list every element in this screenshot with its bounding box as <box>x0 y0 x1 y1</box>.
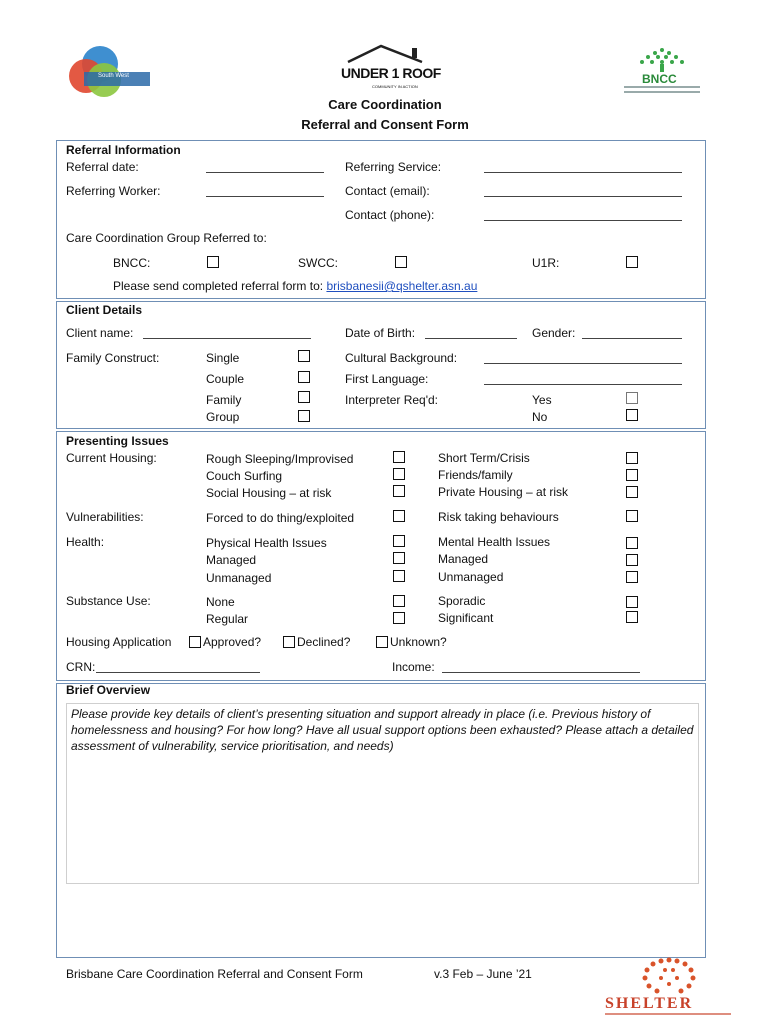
housing-friends-checkbox[interactable] <box>626 469 638 481</box>
group-bncc-label: BNCC: <box>113 256 151 270</box>
housing-rough-sleeping-checkbox[interactable] <box>393 451 405 463</box>
form-title-line2: Referral and Consent Form <box>301 117 469 132</box>
housing-app-approved-label: Approved? <box>203 635 262 649</box>
substance-sporadic-checkbox[interactable] <box>626 596 638 608</box>
family-couple-checkbox[interactable] <box>298 371 310 383</box>
substance-significant-label: Significant <box>438 611 494 625</box>
shelter-logo-text: SHELTER <box>605 995 694 1012</box>
housing-app-declined-label: Declined? <box>297 635 351 649</box>
referring-service-label: Referring Service: <box>345 160 442 174</box>
crn-label: CRN: <box>66 660 96 674</box>
vuln-forced-checkbox[interactable] <box>393 510 405 522</box>
mental-managed-label: Managed <box>438 552 489 566</box>
substance-use-label: Substance Use: <box>66 594 151 608</box>
family-group-label: Group <box>206 410 240 424</box>
client-details-section <box>56 301 706 429</box>
health-label: Health: <box>66 535 105 549</box>
client-details-heading: Client Details <box>66 303 143 317</box>
housing-rough-sleeping-label: Rough Sleeping/Improvised <box>206 452 354 466</box>
housing-app-declined-checkbox[interactable] <box>283 636 295 648</box>
cultural-background-field[interactable] <box>484 363 682 364</box>
under-1-roof-logo-subtext: COMMUNITY IN ACTION <box>372 84 418 89</box>
interpreter-no-label: No <box>532 410 548 424</box>
first-language-label: First Language: <box>345 372 429 386</box>
send-form-text: Please send completed referral form to: <box>113 279 327 293</box>
family-group-checkbox[interactable] <box>298 410 310 422</box>
contact-email-field[interactable] <box>484 196 682 197</box>
housing-social-checkbox[interactable] <box>393 485 405 497</box>
physical-health-checkbox[interactable] <box>393 535 405 547</box>
under-1-roof-logo <box>336 42 441 92</box>
overview-prompt: Please provide key details of client’s presenting situation and support already in place (i.e. Previous history of homelessness and housing? For how long? Have all usual support options been exhausted? Please attach a detailed assessment of vulnerability, service prioritisation, and needs) <box>71 707 694 753</box>
referring-worker-field[interactable] <box>206 196 324 197</box>
housing-social-label: Social Housing – at risk <box>206 486 332 500</box>
dob-field[interactable] <box>425 338 517 339</box>
substance-none-label: None <box>206 595 235 609</box>
income-label: Income: <box>392 660 435 674</box>
housing-app-unknown-label: Unknown? <box>390 635 447 649</box>
physical-health-label: Physical Health Issues <box>206 536 327 550</box>
mental-health-label: Mental Health Issues <box>438 535 551 549</box>
family-family-checkbox[interactable] <box>298 391 310 403</box>
presenting-issues-heading: Presenting Issues <box>66 434 169 448</box>
referring-service-field[interactable] <box>484 172 682 173</box>
mental-health-checkbox[interactable] <box>626 537 638 549</box>
bncc-logo-text: BNCC <box>642 72 677 86</box>
group-bncc-checkbox[interactable] <box>207 256 219 268</box>
housing-short-term-checkbox[interactable] <box>626 452 638 464</box>
physical-unmanaged-checkbox[interactable] <box>393 570 405 582</box>
housing-friends-label: Friends/family <box>438 468 513 482</box>
shelter-logo <box>605 956 731 1018</box>
first-language-field[interactable] <box>484 384 682 385</box>
substance-significant-checkbox[interactable] <box>626 611 638 623</box>
vuln-risk-taking-checkbox[interactable] <box>626 510 638 522</box>
mental-unmanaged-label: Unmanaged <box>438 570 504 584</box>
group-swcc-label: SWCC: <box>298 256 338 270</box>
gender-field[interactable] <box>582 338 682 339</box>
group-u1r-checkbox[interactable] <box>626 256 638 268</box>
housing-short-term-label: Short Term/Crisis <box>438 451 530 465</box>
referral-date-label: Referral date: <box>66 160 139 174</box>
family-single-label: Single <box>206 351 240 365</box>
footer-form-name: Brisbane Care Coordination Referral and Consent Form <box>66 967 363 981</box>
care-group-label: Care Coordination Group Referred to: <box>66 231 267 245</box>
family-single-checkbox[interactable] <box>298 350 310 362</box>
substance-regular-label: Regular <box>206 612 249 626</box>
family-family-label: Family <box>206 393 242 407</box>
interpreter-yes-checkbox[interactable] <box>626 392 638 404</box>
group-u1r-label: U1R: <box>532 256 560 270</box>
family-couple-label: Couple <box>206 372 245 386</box>
client-name-label: Client name: <box>66 326 134 340</box>
vulnerabilities-label: Vulnerabilities: <box>66 510 144 524</box>
interpreter-label: Interpreter Req'd: <box>345 393 439 407</box>
housing-application-label: Housing Application <box>66 635 172 649</box>
physical-managed-checkbox[interactable] <box>393 552 405 564</box>
family-construct-label: Family Construct: <box>66 351 160 365</box>
crn-field[interactable] <box>96 672 260 673</box>
vuln-forced-label: Forced to do thing/exploited <box>206 511 355 525</box>
substance-sporadic-label: Sporadic <box>438 594 486 608</box>
contact-email-label: Contact (email): <box>345 184 430 198</box>
dob-label: Date of Birth: <box>345 326 416 340</box>
under-1-roof-logo-text: UNDER 1 ROOF <box>341 65 441 81</box>
form-title-line1: Care Coordination <box>328 97 442 112</box>
referring-worker-label: Referring Worker: <box>66 184 161 198</box>
brief-overview-heading: Brief Overview <box>66 683 151 697</box>
south-west-logo-text: South West <box>98 73 129 79</box>
substance-regular-checkbox[interactable] <box>393 612 405 624</box>
cultural-background-label: Cultural Background: <box>345 351 458 365</box>
group-swcc-checkbox[interactable] <box>395 256 407 268</box>
housing-couch-surfing-label: Couch Surfing <box>206 469 283 483</box>
mental-managed-checkbox[interactable] <box>626 554 638 566</box>
housing-couch-surfing-checkbox[interactable] <box>393 468 405 480</box>
housing-app-approved-checkbox[interactable] <box>189 636 201 648</box>
gender-label: Gender: <box>532 326 576 340</box>
housing-app-unknown-checkbox[interactable] <box>376 636 388 648</box>
housing-private-checkbox[interactable] <box>626 486 638 498</box>
substance-none-checkbox[interactable] <box>393 595 405 607</box>
send-form-email-link[interactable]: brisbanesii@qshelter.asn.au <box>326 279 478 293</box>
housing-private-label: Private Housing – at risk <box>438 485 569 499</box>
contact-phone-label: Contact (phone): <box>345 208 435 222</box>
vuln-risk-taking-label: Risk taking behaviours <box>438 510 559 524</box>
bncc-logo <box>622 46 702 96</box>
send-form-instruction <box>113 279 477 293</box>
interpreter-no-checkbox[interactable] <box>626 409 638 421</box>
physical-managed-label: Managed <box>206 553 257 567</box>
physical-unmanaged-label: Unmanaged <box>206 571 272 585</box>
referral-date-field[interactable] <box>206 172 324 173</box>
footer-version: v.3 Feb – June ’21 <box>434 967 532 981</box>
interpreter-yes-label: Yes <box>532 393 552 407</box>
client-name-field[interactable] <box>143 338 311 339</box>
south-west-logo <box>64 44 154 100</box>
mental-unmanaged-checkbox[interactable] <box>626 571 638 583</box>
contact-phone-field[interactable] <box>484 220 682 221</box>
referral-information-heading: Referral Information <box>66 143 181 157</box>
income-field[interactable] <box>442 672 640 673</box>
current-housing-label: Current Housing: <box>66 451 157 465</box>
